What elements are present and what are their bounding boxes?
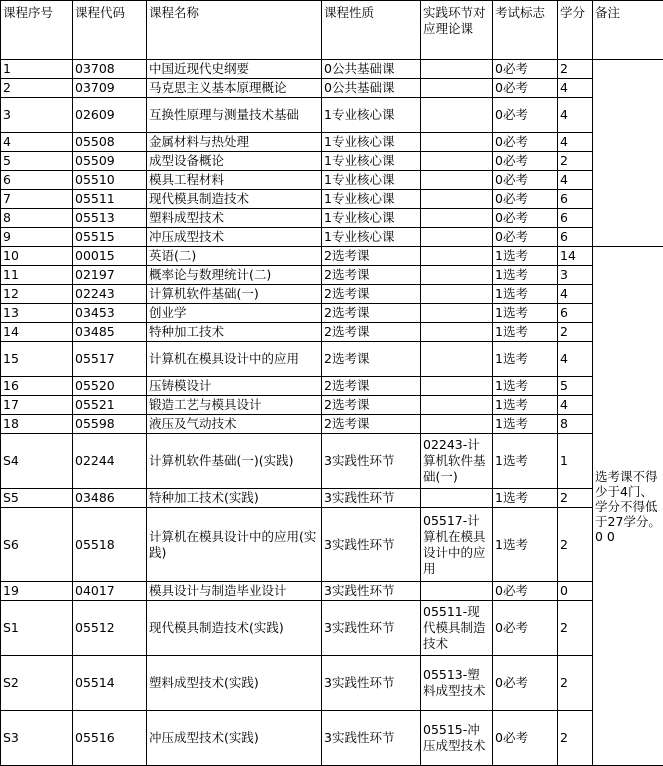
course-type: 2选考课 [322, 342, 421, 377]
table-row [1, 656, 663, 711]
course-type: 1专业核心课 [322, 171, 421, 190]
exam-flag: 1选考 [493, 489, 558, 508]
course-code: 05513 [73, 209, 147, 228]
course-type: 1专业核心课 [322, 190, 421, 209]
credit: 2 [558, 656, 593, 711]
row-number: 18 [1, 415, 73, 434]
header-row [1, 1, 663, 60]
course-name: 模具工程材料 [147, 171, 322, 190]
credit: 2 [558, 60, 593, 79]
row-number: 10 [1, 247, 73, 266]
course-code: 05518 [73, 508, 147, 582]
row-number: 13 [1, 304, 73, 323]
course-type: 2选考课 [322, 377, 421, 396]
exam-flag: 0必考 [493, 190, 558, 209]
course-type: 1专业核心课 [322, 133, 421, 152]
course-name: 中国近现代史纲要 [147, 60, 322, 79]
credit: 2 [558, 323, 593, 342]
exam-flag: 1选考 [493, 415, 558, 434]
course-code: 04017 [73, 582, 147, 601]
course-name: 现代模具制造技术 [147, 190, 322, 209]
course-name: 计算机在模具设计中的应用(实践) [147, 508, 322, 582]
credit: 4 [558, 396, 593, 415]
credit: 6 [558, 209, 593, 228]
exam-flag: 1选考 [493, 508, 558, 582]
table-row [1, 377, 663, 396]
course-name: 概率论与数理统计(二) [147, 266, 322, 285]
table-row [1, 98, 663, 133]
theory-course [421, 342, 493, 377]
table-row [1, 711, 663, 766]
exam-flag: 0必考 [493, 171, 558, 190]
course-name: 现代模具制造技术(实践) [147, 601, 322, 656]
credit: 4 [558, 171, 593, 190]
header-code: 课程代码 [73, 1, 147, 60]
row-number: 16 [1, 377, 73, 396]
theory-course [421, 133, 493, 152]
course-name: 成型设备概论 [147, 152, 322, 171]
course-code: 02197 [73, 266, 147, 285]
exam-flag: 1选考 [493, 247, 558, 266]
theory-course [421, 228, 493, 247]
course-code: 03485 [73, 323, 147, 342]
exam-flag: 1选考 [493, 323, 558, 342]
course-name: 英语(二) [147, 247, 322, 266]
theory-course [421, 152, 493, 171]
row-number: 7 [1, 190, 73, 209]
table-row [1, 582, 663, 601]
table-row [1, 171, 663, 190]
table-row [1, 133, 663, 152]
header-no: 课程序号 [1, 1, 73, 60]
credit: 6 [558, 304, 593, 323]
row-number: S1 [1, 601, 73, 656]
course-code: 05516 [73, 711, 147, 766]
theory-course [421, 304, 493, 323]
course-code: 05515 [73, 228, 147, 247]
course-name: 锻造工艺与模具设计 [147, 396, 322, 415]
exam-flag: 0必考 [493, 228, 558, 247]
course-name: 模具设计与制造毕业设计 [147, 582, 322, 601]
credit: 4 [558, 98, 593, 133]
table-row [1, 323, 663, 342]
course-name: 金属材料与热处理 [147, 133, 322, 152]
remark-empty [593, 60, 663, 247]
row-number: S3 [1, 711, 73, 766]
course-code: 02243 [73, 285, 147, 304]
table-row [1, 489, 663, 508]
credit: 6 [558, 228, 593, 247]
theory-course [421, 323, 493, 342]
exam-flag: 0必考 [493, 209, 558, 228]
course-name: 塑料成型技术 [147, 209, 322, 228]
course-type: 3实践性环节 [322, 489, 421, 508]
credit: 2 [558, 711, 593, 766]
row-number: 1 [1, 60, 73, 79]
exam-flag: 0必考 [493, 601, 558, 656]
course-code: 05510 [73, 171, 147, 190]
theory-course [421, 79, 493, 98]
header-type: 课程性质 [322, 1, 421, 60]
course-code: 05511 [73, 190, 147, 209]
course-code: 05521 [73, 396, 147, 415]
table-row [1, 79, 663, 98]
row-number: S5 [1, 489, 73, 508]
table-row [1, 60, 663, 79]
course-type: 2选考课 [322, 415, 421, 434]
row-number: 5 [1, 152, 73, 171]
credit: 2 [558, 152, 593, 171]
course-type: 0公共基础课 [322, 60, 421, 79]
theory-course [421, 247, 493, 266]
course-type: 3实践性环节 [322, 582, 421, 601]
course-type: 1专业核心课 [322, 228, 421, 247]
credit: 14 [558, 247, 593, 266]
credit: 1 [558, 434, 593, 489]
course-code: 05598 [73, 415, 147, 434]
course-code: 03709 [73, 79, 147, 98]
table-row [1, 209, 663, 228]
credit: 8 [558, 415, 593, 434]
theory-course [421, 60, 493, 79]
exam-flag: 0必考 [493, 711, 558, 766]
exam-flag: 1选考 [493, 434, 558, 489]
exam-flag: 0必考 [493, 60, 558, 79]
theory-course: 05511-现代模具制造技术 [421, 601, 493, 656]
course-name: 塑料成型技术(实践) [147, 656, 322, 711]
theory-course [421, 209, 493, 228]
theory-course [421, 582, 493, 601]
credit: 2 [558, 489, 593, 508]
remark-note: 选考课不得少于4门、学分不得低于27学分。0 0 [593, 247, 663, 766]
table-row [1, 342, 663, 377]
course-name: 计算机软件基础(一)(实践) [147, 434, 322, 489]
course-type: 3实践性环节 [322, 434, 421, 489]
credit: 3 [558, 266, 593, 285]
credit: 0 [558, 582, 593, 601]
table-row [1, 601, 663, 656]
exam-flag: 0必考 [493, 152, 558, 171]
exam-flag: 1选考 [493, 377, 558, 396]
theory-course [421, 489, 493, 508]
row-number: 3 [1, 98, 73, 133]
row-number: 11 [1, 266, 73, 285]
table-row [1, 228, 663, 247]
table-row [1, 415, 663, 434]
course-code: 05512 [73, 601, 147, 656]
theory-course: 05513-塑料成型技术 [421, 656, 493, 711]
credit: 2 [558, 601, 593, 656]
header-remark: 备注 [593, 1, 663, 60]
course-name: 冲压成型技术(实践) [147, 711, 322, 766]
course-name: 冲压成型技术 [147, 228, 322, 247]
credit: 2 [558, 508, 593, 582]
row-number: S6 [1, 508, 73, 582]
credit: 4 [558, 342, 593, 377]
exam-flag: 1选考 [493, 304, 558, 323]
exam-flag: 0必考 [493, 79, 558, 98]
row-number: 9 [1, 228, 73, 247]
exam-flag: 0必考 [493, 656, 558, 711]
course-name: 马克思主义基本原理概论 [147, 79, 322, 98]
course-type: 1专业核心课 [322, 152, 421, 171]
theory-course [421, 266, 493, 285]
course-name: 特种加工技术(实践) [147, 489, 322, 508]
course-type: 0公共基础课 [322, 79, 421, 98]
table-row [1, 266, 663, 285]
course-code: 02609 [73, 98, 147, 133]
course-code: 05520 [73, 377, 147, 396]
theory-course [421, 98, 493, 133]
course-name: 计算机软件基础(一) [147, 285, 322, 304]
exam-flag: 1选考 [493, 342, 558, 377]
course-type: 2选考课 [322, 323, 421, 342]
exam-flag: 0必考 [493, 133, 558, 152]
exam-flag: 0必考 [493, 98, 558, 133]
table-row [1, 304, 663, 323]
course-code: 00015 [73, 247, 147, 266]
table-row [1, 508, 663, 582]
theory-course: 05515-冲压成型技术 [421, 711, 493, 766]
row-number: 6 [1, 171, 73, 190]
course-type: 2选考课 [322, 247, 421, 266]
credit: 6 [558, 190, 593, 209]
credit: 5 [558, 377, 593, 396]
course-name: 计算机在模具设计中的应用 [147, 342, 322, 377]
row-number: 2 [1, 79, 73, 98]
header-credit: 学分 [558, 1, 593, 60]
course-type: 3实践性环节 [322, 711, 421, 766]
row-number: S2 [1, 656, 73, 711]
header-exam: 考试标志 [493, 1, 558, 60]
exam-flag: 0必考 [493, 582, 558, 601]
credit: 4 [558, 133, 593, 152]
course-code: 05514 [73, 656, 147, 711]
table-row [1, 190, 663, 209]
row-number: 14 [1, 323, 73, 342]
course-code: 05517 [73, 342, 147, 377]
course-code: 05509 [73, 152, 147, 171]
course-type: 3实践性环节 [322, 601, 421, 656]
course-name: 液压及气动技术 [147, 415, 322, 434]
row-number: 17 [1, 396, 73, 415]
course-type: 3实践性环节 [322, 656, 421, 711]
course-name: 互换性原理与测量技术基础 [147, 98, 322, 133]
row-number: 8 [1, 209, 73, 228]
row-number: 4 [1, 133, 73, 152]
table-row [1, 285, 663, 304]
row-number: 19 [1, 582, 73, 601]
exam-flag: 1选考 [493, 396, 558, 415]
course-code: 05508 [73, 133, 147, 152]
credit: 4 [558, 285, 593, 304]
row-number: S4 [1, 434, 73, 489]
row-number: 15 [1, 342, 73, 377]
table-row [1, 396, 663, 415]
table-row [1, 152, 663, 171]
table-row [1, 247, 663, 266]
credit: 4 [558, 79, 593, 98]
course-type: 2选考课 [322, 396, 421, 415]
exam-flag: 1选考 [493, 285, 558, 304]
header-name: 课程名称 [147, 1, 322, 60]
table-row [1, 434, 663, 489]
course-type: 3实践性环节 [322, 508, 421, 582]
exam-flag: 1选考 [493, 266, 558, 285]
course-type: 2选考课 [322, 304, 421, 323]
theory-course [421, 415, 493, 434]
course-code: 02244 [73, 434, 147, 489]
theory-course: 02243-计算机软件基础(一) [421, 434, 493, 489]
header-theory: 实践环节对应理论课 [421, 1, 493, 60]
course-code: 03486 [73, 489, 147, 508]
course-code: 03453 [73, 304, 147, 323]
theory-course [421, 396, 493, 415]
course-name: 压铸模设计 [147, 377, 322, 396]
theory-course [421, 377, 493, 396]
course-type: 1专业核心课 [322, 98, 421, 133]
theory-course [421, 190, 493, 209]
course-type: 2选考课 [322, 266, 421, 285]
course-name: 特种加工技术 [147, 323, 322, 342]
row-number: 12 [1, 285, 73, 304]
course-name: 创业学 [147, 304, 322, 323]
theory-course [421, 285, 493, 304]
theory-course: 05517-计算机在模具设计中的应用 [421, 508, 493, 582]
theory-course [421, 171, 493, 190]
course-type: 2选考课 [322, 285, 421, 304]
course-code: 03708 [73, 60, 147, 79]
course-type: 1专业核心课 [322, 209, 421, 228]
